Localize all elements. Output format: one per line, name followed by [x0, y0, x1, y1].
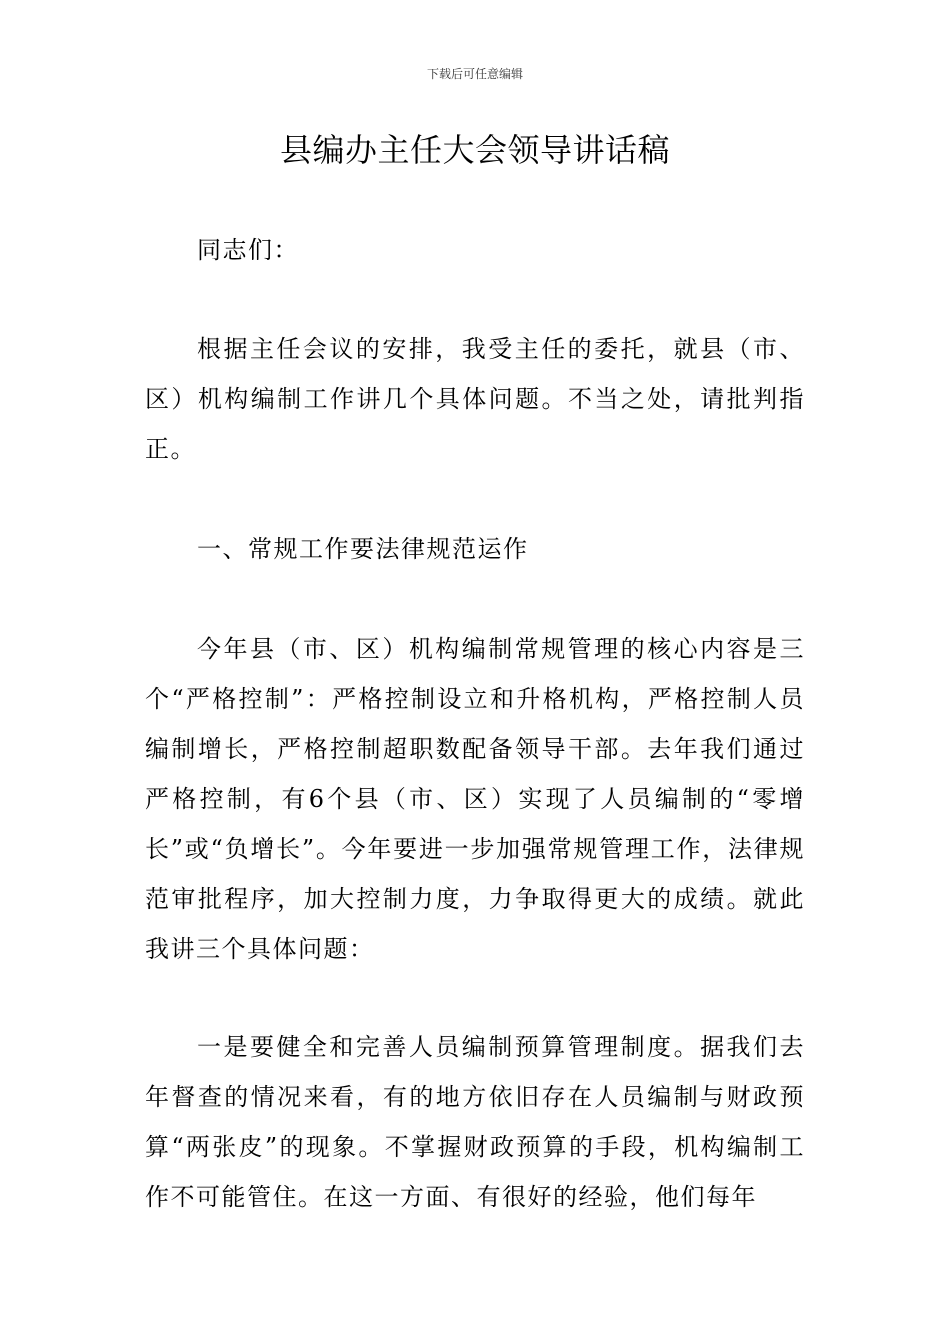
paragraph-2: 一是要健全和完善人员编制预算管理制度。据我们去年督查的情况来看，有的地方依旧存在人员编制与财政预算“两张皮”的现象。不掌握财政预算的手段，机构编制工作不可能管住。在这一方面、有很好的经验，他们每年 [145, 1033, 805, 1211]
salutation: 同志们： [197, 236, 299, 264]
paragraph-1: 今年县（市、区）机构编制常规管理的核心内容是三个“严格控制”：严格控制设立和升格机构，严格控制人员编制增长，严格控制超职数配备领导干部。去年我们通过严格控制，有6个县（市、区）实现了人员编制的“零增长”或“负增长”。今年要进一步加强常规管理工作，法律规范审批程序，加大控制力度，力争取得更大的成绩。就此我讲三个具体问题： [145, 635, 805, 963]
section-heading-1: 一、常规工作要法律规范运作 [197, 535, 529, 563]
document-title: 县编办主任大会领导讲话稿 [279, 131, 670, 169]
paragraph-intro: 根据主任会议的安排，我受主任的委托，就县（市、区）机构编制工作讲几个具体问题。不当之处，请批判指正。 [145, 335, 805, 463]
header-note: 下载后可任意编辑 [426, 67, 523, 81]
